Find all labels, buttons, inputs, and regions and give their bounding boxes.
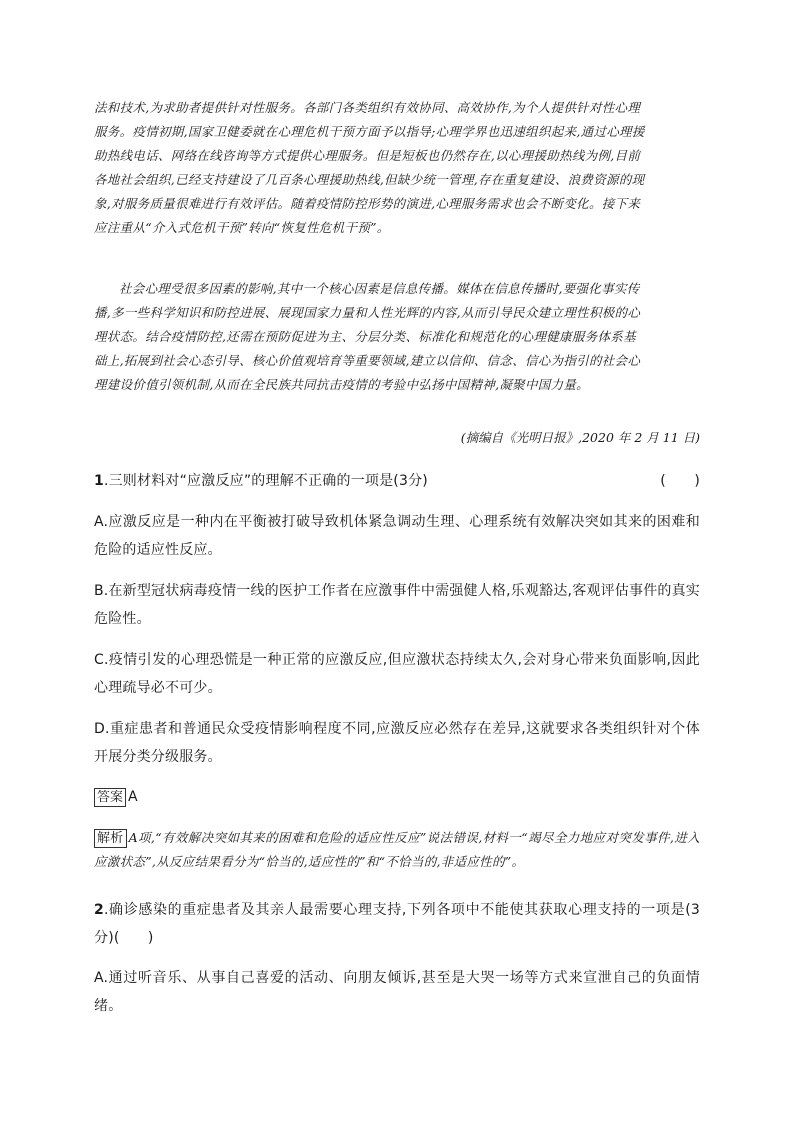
option-a: A.应激反应是一种内在平衡被打破导致机体紧急调动生理、心理系统有效解决突如其来的困难和危险的适应性反应。 <box>94 514 700 558</box>
question-text: .三则材料对“应激反应”的理解不正确的一项是(3分) <box>103 473 428 489</box>
q2-option-a: A.通过听音乐、从事自己喜爱的活动、向朋友倾诉,甚至是大哭一场等方式来宣泄自己的负面情绪。 <box>94 970 700 1014</box>
passage-line: 理状态。结合疫情防控,还需在预防促进为主、分层分类、标准化和规范化的心理健康服务体系基 <box>94 329 636 344</box>
option-b: B.在新型冠状病毒疫情一线的医护工作者在应激事件中需强健人格,乐观豁达,客观评估事件的真实危险性。 <box>94 583 700 627</box>
answer-line <box>94 788 138 807</box>
passage-line: 象,对服务质量很难进行有效评估。随着疫情防控形势的演进,心理服务需求也会不断变化。接下来 <box>94 196 641 211</box>
question-number: 1 <box>94 473 104 489</box>
passage-paragraph-2-cont <box>94 301 702 397</box>
question-1 <box>94 467 700 495</box>
passage-line: 应注重从“介入式危机干预”转向“恢复性危机干预”。 <box>94 220 390 235</box>
question-number: 2 <box>94 902 104 918</box>
passage-line: 理建设价值引领机制,从而在全民族共同抗击疫情的考验中弘扬中国精神,凝聚中国力量。 <box>94 377 589 392</box>
answer-tag: 答案 <box>94 788 126 807</box>
question-2 <box>94 896 700 952</box>
question-text: .确诊感染的重症患者及其亲人最需要心理支持,下列各项中不能使其获取心理支持的一项是(3分)( ) <box>94 902 700 946</box>
passage-line: 社会心理受很多因素的影响,其中一个核心因素是信息传播。媒体在信息传播时,要强化事实传 <box>119 281 640 296</box>
option-c: C.疫情引发的心理恐慌是一种正常的应激反应,但应激状态持续太久,会对身心带来负面影响,因此心理疏导必不可少。 <box>94 652 700 696</box>
explanation-text: A项,“有效解决突如其来的困难和危险的适应性反应”说法错误,材料一“竭尽全力地应对突发事件,进入应激状态”,从反应结果看分为“恰当的,适应性的”和“不恰当的,非适应性的”。 <box>94 830 700 869</box>
passage-source: (摘编自《光明日报》,2020 年 2 月 11 日) <box>460 430 700 445</box>
explanation-tag: 解析 <box>94 829 127 848</box>
explanation <box>94 826 700 874</box>
passage-paragraph-2 <box>94 277 702 301</box>
answer-blank: ( ) <box>660 473 700 489</box>
passage-line: 法和技术,为求助者提供针对性服务。各部门各类组织有效协同、高效协作,为个人提供针对性心理 <box>94 100 641 115</box>
option-d: D.重症患者和普通民众受疫情影响程度不同,应激反应必然存在差异,这就要求各类组织针对个体开展分类分级服务。 <box>94 721 700 765</box>
passage-line: 服务。疫情初期,国家卫健委就在心理危机干预方面予以指导;心理学界也迅速组织起来,通过心理援 <box>94 124 645 139</box>
answer-value: A <box>128 789 138 805</box>
passage-line: 助热线电话、网络在线咨询等方式提供心理服务。但是短板也仍然存在,以心理援助热线为例,目前 <box>94 148 641 163</box>
passage-paragraph-1 <box>94 96 702 240</box>
passage-line: 础上,拓展到社会心态引导、核心价值观培育等重要领域,建立以信仰、信念、信心为指引的社会心 <box>94 353 641 368</box>
passage-line: 各地社会组织,已经支持建设了几百条心理援助热线,但缺少统一管理,存在重复建设、浪费资源的现 <box>94 172 645 187</box>
passage-line: 播,多一些科学知识和防控进展、展现国家力量和人性光辉的内容,从而引导民众建立理性积极的心 <box>94 305 641 320</box>
